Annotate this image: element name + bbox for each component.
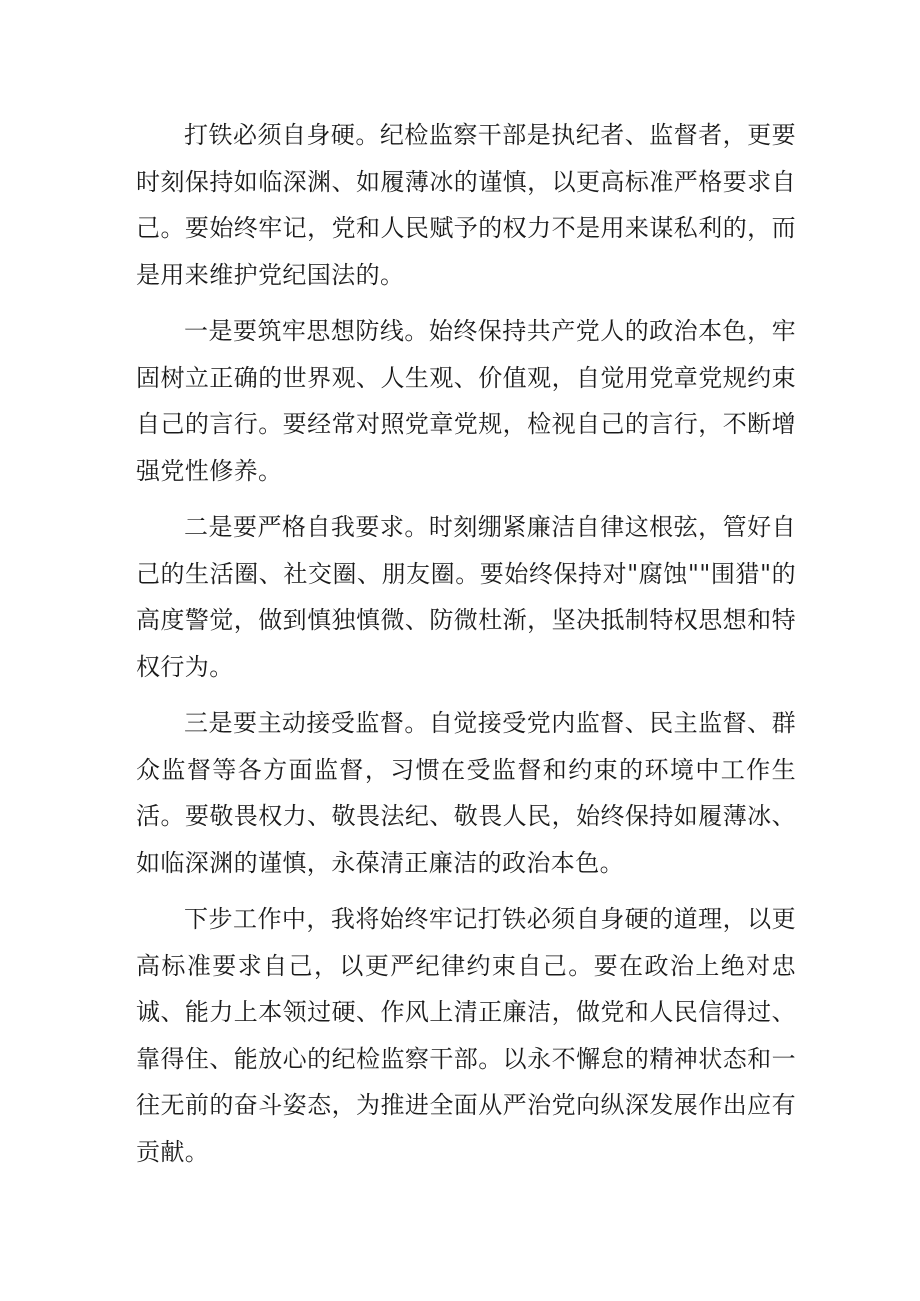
paragraph-point-three: 三是要主动接受监督。自觉接受党内监督、民主监督、群众监督等各方面监督，习惯在受监督和约束的环境中工作生活。要敬畏权力、敬畏法纪、敬畏人民，始终保持如履薄冰、如临深渊的谨慎，永葆清正廉洁的政治本色。 <box>136 709 796 877</box>
paragraph-point-two: 二是要严格自我要求。时刻绷紧廉洁自律这根弦，管好自己的生活圈、社交圈、朋友圈。要始终保持对"腐蚀""围猎"的高度警觉，做到慎独慎微、防微杜渐，坚决抵制特权思想和特权行为。 <box>136 513 796 681</box>
document-body <box>136 112 796 1185</box>
paragraph-intro: 打铁必须自身硬。纪检监察干部是执纪者、监督者，更要时刻保持如临深渊、如履薄冰的谨慎，以更高标准严格要求自己。要始终牢记，党和人民赋予的权力不是用来谋私利的，而是用来维护党纪国法的。 <box>136 121 796 289</box>
paragraph-point-one: 一是要筑牢思想防线。始终保持共产党人的政治本色，牢固树立正确的世界观、人生观、价值观，自觉用党章党规约束自己的言行。要经常对照党章党规，检视自己的言行，不断增强党性修养。 <box>136 317 796 485</box>
paragraph-conclusion: 下步工作中，我将始终牢记打铁必须自身硬的道理，以更高标准要求自己，以更严纪律约束自己。要在政治上绝对忠诚、能力上本领过硬、作风上清正廉洁，做党和人民信得过、靠得住、能放心的纪检监察干部。以永不懈怠的精神状态和一往无前的奋斗姿态，为推进全面从严治党向纵深发展作出应有贡献。 <box>136 905 796 1166</box>
